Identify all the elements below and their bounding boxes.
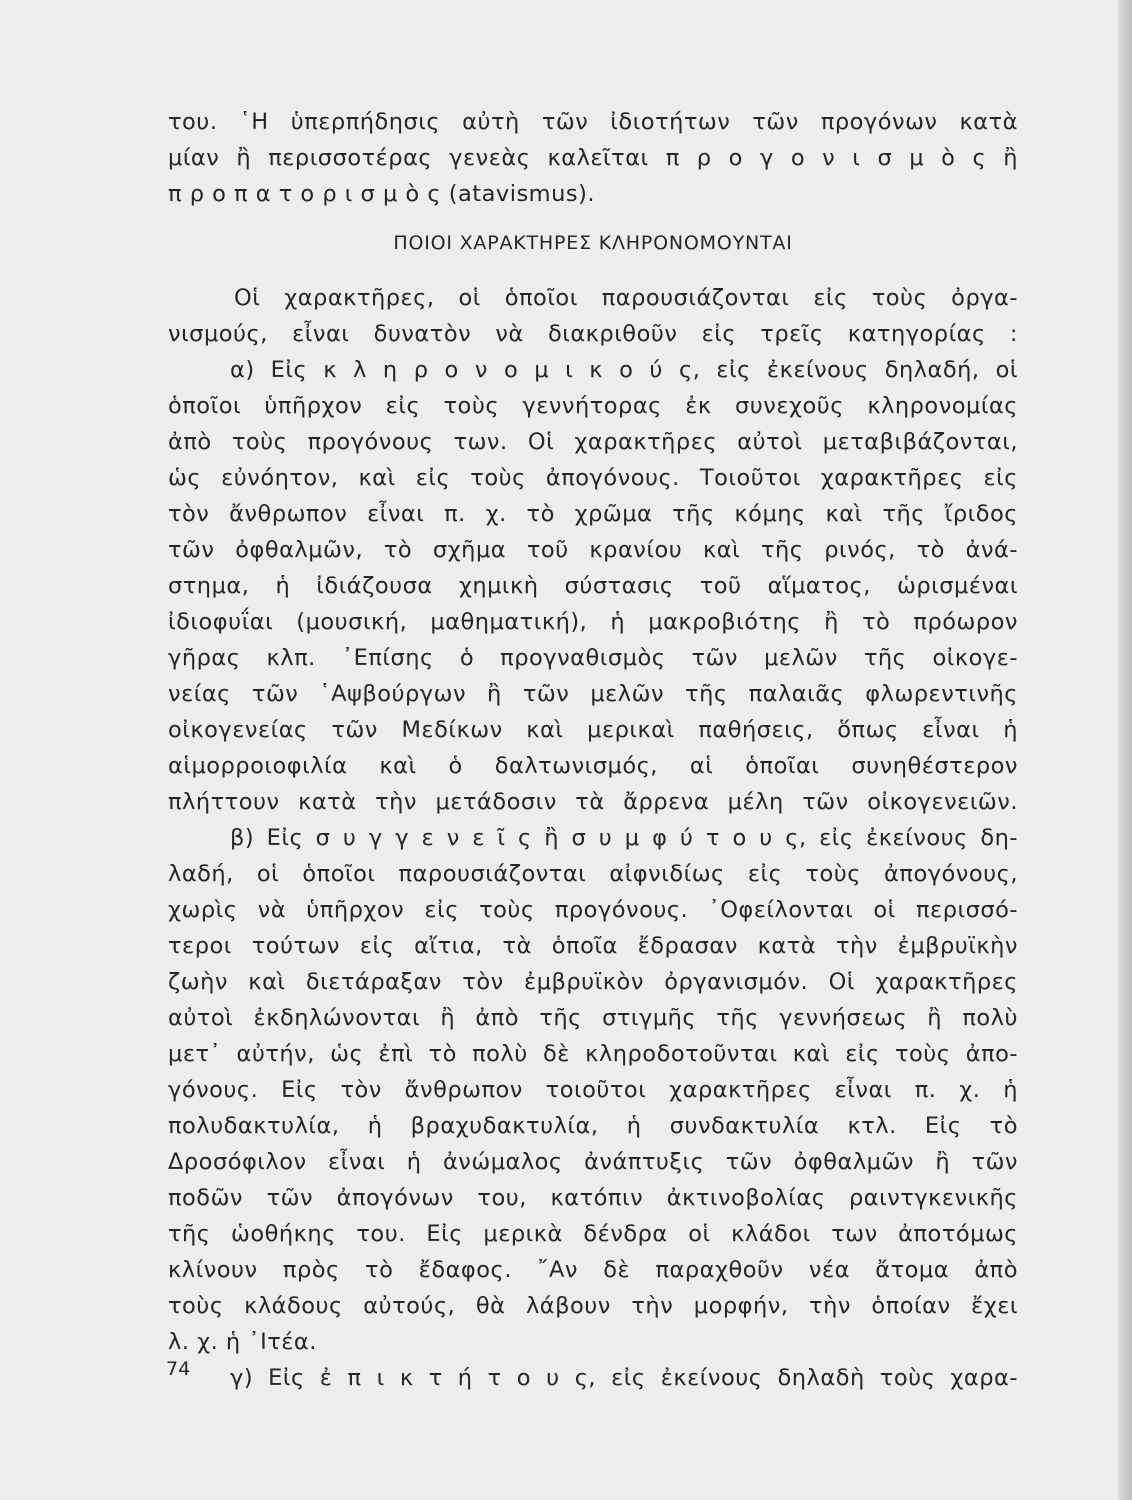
list-item-c-first-line: γ) Εἰς ἐ π ι κ τ ή τ ο υ ς, εἰς ἐκείνους δηλαδὴ τοὺς χαρα- [230, 1365, 1018, 1391]
section-heading: ΠΟΙΟΙ ΧΑΡΑΚΤΗΡΕΣ ΚΛΗΡΟΝΟΜΟΥΝΤΑΙ [393, 232, 793, 254]
text-line: οἰκογενείας τῶν Μεδίκων καὶ μερικαὶ παθήσεις, ὅπως εἶναι ἡ [168, 717, 1018, 743]
text-line: κλίνουν πρὸς τὸ ἔδαφος. ῎Αν δὲ παραχθοῦν νέα ἄτομα ἀπὸ [168, 1257, 1018, 1283]
text-line: ἀπὸ τοὺς προγόνους των. Οἱ χαρακτῆρες αὐτοὶ μεταβιβάζονται, [168, 429, 1018, 455]
text-line: τῆς ὡοθήκης του. Εἰς μερικὰ δένδρα οἱ κλάδοι των ἀποτόμως [168, 1221, 1018, 1247]
text-line: πλήττουν κατὰ τὴν μετάδοσιν τὰ ἄρρενα μέλη τῶν οἰκογενειῶν. [168, 789, 1018, 815]
text-line: μίαν ἢ περισσοτέρας γενεὰς καλεῖται π ρ ο γ ο ν ι σ μ ὸ ς ἢ [168, 145, 1018, 171]
text-line: ὡς εὐνόητον, καὶ εἰς τοὺς ἀπογόνους. Τοιοῦτοι χαρακτῆρες εἰς [168, 465, 1018, 491]
list-item-b-first-line: β) Εἰς σ υ γ γ ε ν ε ῖ ς ἢ σ υ μ φ ύ τ ο υ ς, εἰς ἐκείνους δη- [230, 825, 1018, 851]
text-line: αἱμορροιοφιλία καὶ ὁ δαλτωνισμός, αἱ ὁποῖαι συνηθέστερον [168, 753, 1018, 779]
text-line: νισμούς, εἶναι δυνατὸν νὰ διακριθοῦν εἰς τρεῖς κατηγορίας : [168, 321, 1018, 347]
text-line: του. ῾Η ὑπερπήδησις αὐτὴ τῶν ἰδιοτήτων τῶν προγόνων κατὰ [168, 109, 1018, 135]
text-line: Δροσόφιλον εἶναι ἡ ἀνώμαλος ἀνάπτυξις τῶν ὀφθαλμῶν ἢ τῶν [168, 1149, 1018, 1175]
text-line: νείας τῶν ῾Αψβούργων ἢ τῶν μελῶν τῆς παλαιᾶς φλωρεντινῆς [168, 681, 1018, 707]
text-line: γόνους. Εἰς τὸν ἄνθρωπον τοιοῦτοι χαρακτῆρες εἶναι π. χ. ἡ [168, 1077, 1018, 1103]
text-line: ζωὴν καὶ διετάραξαν τὸν ἐμβρυϊκὸν ὀργανισμόν. Οἱ χαρακτῆρες [168, 969, 1018, 995]
list-item-a-first-line: α) Εἰς κ λ η ρ ο ν ο μ ι κ ο ύ ς, εἰς ἐκείνους δηλαδή, οἱ [230, 357, 1018, 383]
text-line: πολυδακτυλία, ἡ βραχυδακτυλία, ἡ συνδακτυλία κτλ. Εἰς τὸ [168, 1113, 1018, 1139]
text-line: ἰδιοφυΐαι (μουσική, μαθηματική), ἡ μακροβιότης ἢ τὸ πρόωρον [168, 609, 1018, 635]
text-line: αὐτοὶ ἐκδηλώνονται ἢ ἀπὸ τῆς στιγμῆς τῆς γεννήσεως ἢ πολὺ [168, 1005, 1018, 1031]
paragraph-first-line: Οἱ χαρακτῆρες, οἱ ὁποῖοι παρουσιάζονται εἰς τοὺς ὀργα- [234, 285, 1018, 311]
text-line: τοὺς κλάδους αὐτούς, θὰ λάβουν τὴν μορφήν, τὴν ὁποίαν ἔχει [168, 1293, 1018, 1319]
text-line: γῆρας κλπ. ᾿Επίσης ὁ προγναθισμὸς τῶν μελῶν τῆς οἰκογε- [168, 645, 1018, 671]
page-edge-shadow [1118, 0, 1132, 1500]
text-line: τῶν ὀφθαλμῶν, τὸ σχῆμα τοῦ κρανίου καὶ τῆς ρινός, τὸ ἀνά- [168, 537, 1018, 563]
text-line: λαδή, οἱ ὁποῖοι παρουσιάζονται αἰφνιδίως εἰς τοὺς ἀπογόνους, [168, 861, 1018, 887]
page-number: 74 [166, 1358, 191, 1380]
text-line: τεροι τούτων εἰς αἴτια, τὰ ὁποῖα ἔδρασαν κατὰ τὴν ἐμβρυϊκὴν [168, 933, 1018, 959]
text-line: χωρὶς νὰ ὑπῆρχον εἰς τοὺς προγόνους. ᾿Οφείλονται οἱ περισσό- [168, 897, 1018, 923]
text-line: τὸν ἄνθρωπον εἶναι π. χ. τὸ χρῶμα τῆς κόμης καὶ τῆς ἴριδος [168, 501, 1018, 527]
text-line: π ρ ο π α τ ο ρ ι σ μ ὸ ς (atavismus). [168, 181, 595, 207]
text-line: λ. χ. ἡ ᾿Ιτέα. [168, 1329, 317, 1355]
text-line: ὁποῖοι ὑπῆρχον εἰς τοὺς γεννήτορας ἐκ συνεχοῦς κληρονομίας [168, 393, 1018, 419]
text-line: μετ᾿ αὐτήν, ὡς ἐπὶ τὸ πολὺ δὲ κληροδοτοῦνται καὶ εἰς τοὺς ἀπο- [168, 1041, 1018, 1067]
text-line: στημα, ἡ ἰδιάζουσα χημικὴ σύστασις τοῦ αἵματος, ὡρισμέναι [168, 573, 1018, 599]
text-line: ποδῶν τῶν ἀπογόνων του, κατόπιν ἀκτινοβολίας ραιντγκενικῆς [168, 1185, 1018, 1211]
